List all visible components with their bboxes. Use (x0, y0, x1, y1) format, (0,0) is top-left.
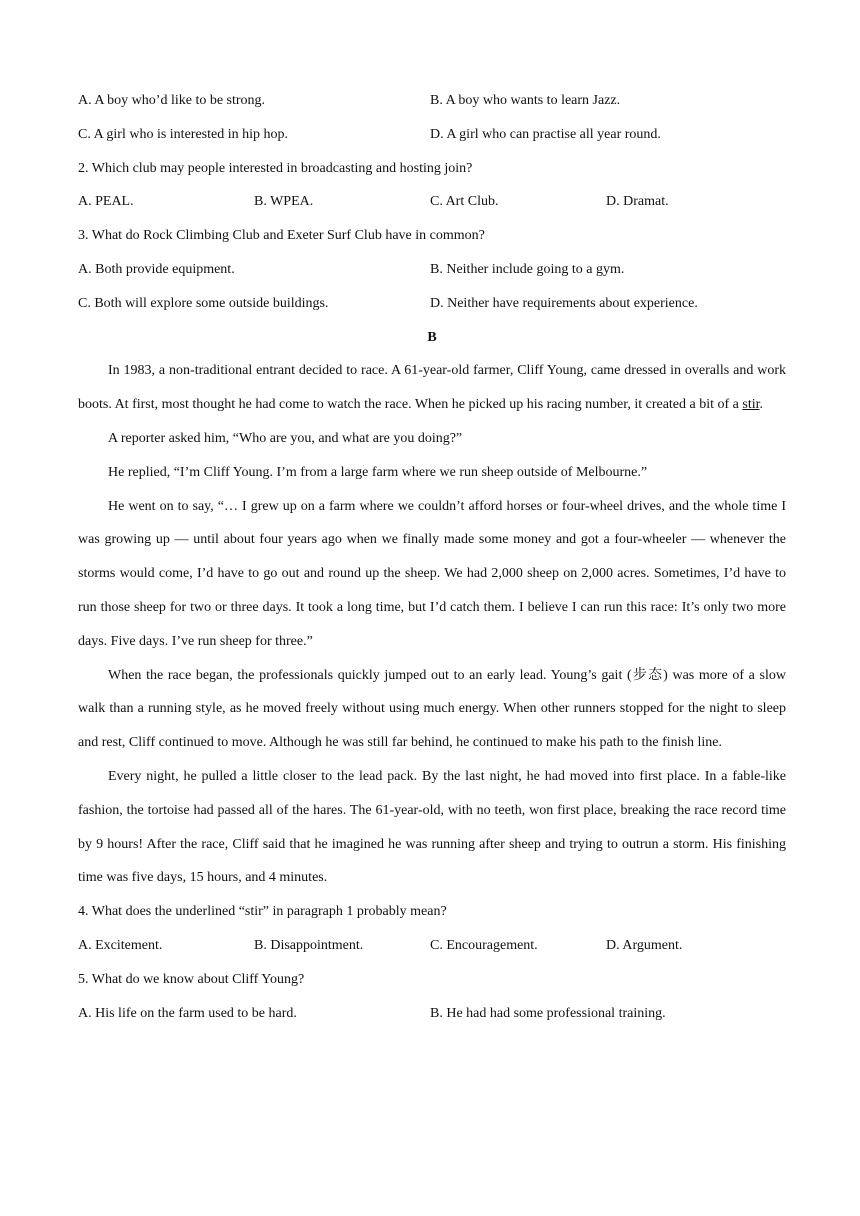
q4-question: 4. What does the underlined “stir” in paragraph 1 probably mean? (78, 904, 447, 920)
q2-options-row (78, 185, 786, 219)
q5-option-a: A. His life on the farm used to be hard. (78, 1005, 297, 1021)
passage-paragraph-1 (78, 354, 786, 422)
section-heading: B (427, 329, 437, 345)
q1-option-a: A. A boy who’d like to be strong. (78, 93, 266, 108)
passage-paragraph-4: He went on to say, “… I grew up on a farm where we couldn’t afford horses or four-wheel drives, and the whole time I was growing up — until about four years ago when we finally made some money and got a four-wheeler — whenever the storms would come, I’d have to go out and round up the sheep. We had 2,000 sheep on 2,000 acres. Sometimes, I’d have to run those sheep for two or three days. It took a long time, but I’d catch them. I believe I can run this race: It’s only two more days. Five days. I’ve run sheep for three.” (78, 498, 786, 649)
q1-option-b: B. A boy who wants to learn Jazz. (430, 93, 621, 108)
passage-paragraph-3: He replied, “I’m Cliff Young. I’m from a large farm where we run sheep outside of Melbourne.” (108, 464, 648, 480)
q1-option-c: C. A girl who is interested in hip hop. (78, 126, 288, 142)
q3-option-a: A. Both provide equipment. (78, 261, 235, 277)
q2-option-d: D. Dramat. (606, 194, 669, 210)
q4-option-a: A. Excitement. (78, 937, 163, 953)
q3-option-c: C. Both will explore some outside buildings. (78, 295, 329, 311)
q2-option-c: C. Art Club. (430, 194, 499, 210)
q3-option-b: B. Neither include going to a gym. (430, 261, 625, 277)
paragraph-1-text: In 1983, a non-traditional entrant decided to race. A 61-year-old farmer, Cliff Young, came dressed in overalls and work boots. At first, most thought he had come to watch the race. When he picked up his racing number, it created a bit of a (78, 363, 786, 413)
underlined-word-stir: stir (742, 397, 760, 413)
q1-options-row-1 (78, 84, 786, 118)
passage-paragraph-6: Every night, he pulled a little closer to the lead pack. By the last night, he had moved into first place. In a fable-like fashion, the tortoise had passed all of the hares. The 61-year-old, with no teeth, won first place, breaking the race record time by 9 hours! After the race, Cliff said that he imagined he was running after sheep and trying to outrun a storm. His finishing time was five days, 15 hours, and 4 minutes. (78, 768, 786, 886)
q4-options-row (78, 929, 786, 963)
q2-question: 2. Which club may people interested in broadcasting and hosting join? (78, 160, 473, 176)
q4-option-b: B. Disappointment. (254, 937, 364, 953)
q1-option-d: D. A girl who can practise all year round. (430, 126, 661, 142)
passage-paragraph-2: A reporter asked him, “Who are you, and what are you doing?” (108, 430, 463, 446)
paragraph-1-end: . (759, 397, 764, 413)
passage-paragraph-5: When the race began, the professionals quickly jumped out to an early lead. Young’s gait (步态) was more of a slow walk than a running style, as he moved freely without using much energy. When other runners stopped for the night to sleep and rest, Cliff continued to move. Although he was still far behind, he continued to make his path to the finish line. (78, 667, 786, 751)
q4-option-d: D. Argument. (606, 937, 683, 953)
q3-option-d: D. Neither have requirements about experience. (430, 295, 698, 311)
q2-option-b: B. WPEA. (254, 194, 314, 210)
q5-option-b: B. He had had some professional training. (430, 1005, 666, 1021)
q3-options-row-2 (78, 287, 786, 321)
q3-question: 3. What do Rock Climbing Club and Exeter Surf Club have in common? (78, 228, 485, 244)
document-page (78, 84, 786, 1030)
q3-options-row-1 (78, 253, 786, 287)
q5-question: 5. What do we know about Cliff Young? (78, 971, 305, 987)
q1-options-row-2 (78, 118, 786, 152)
q4-option-c: C. Encouragement. (430, 937, 538, 953)
q5-options-row-1 (78, 997, 786, 1031)
q2-option-a: A. PEAL. (78, 194, 134, 210)
